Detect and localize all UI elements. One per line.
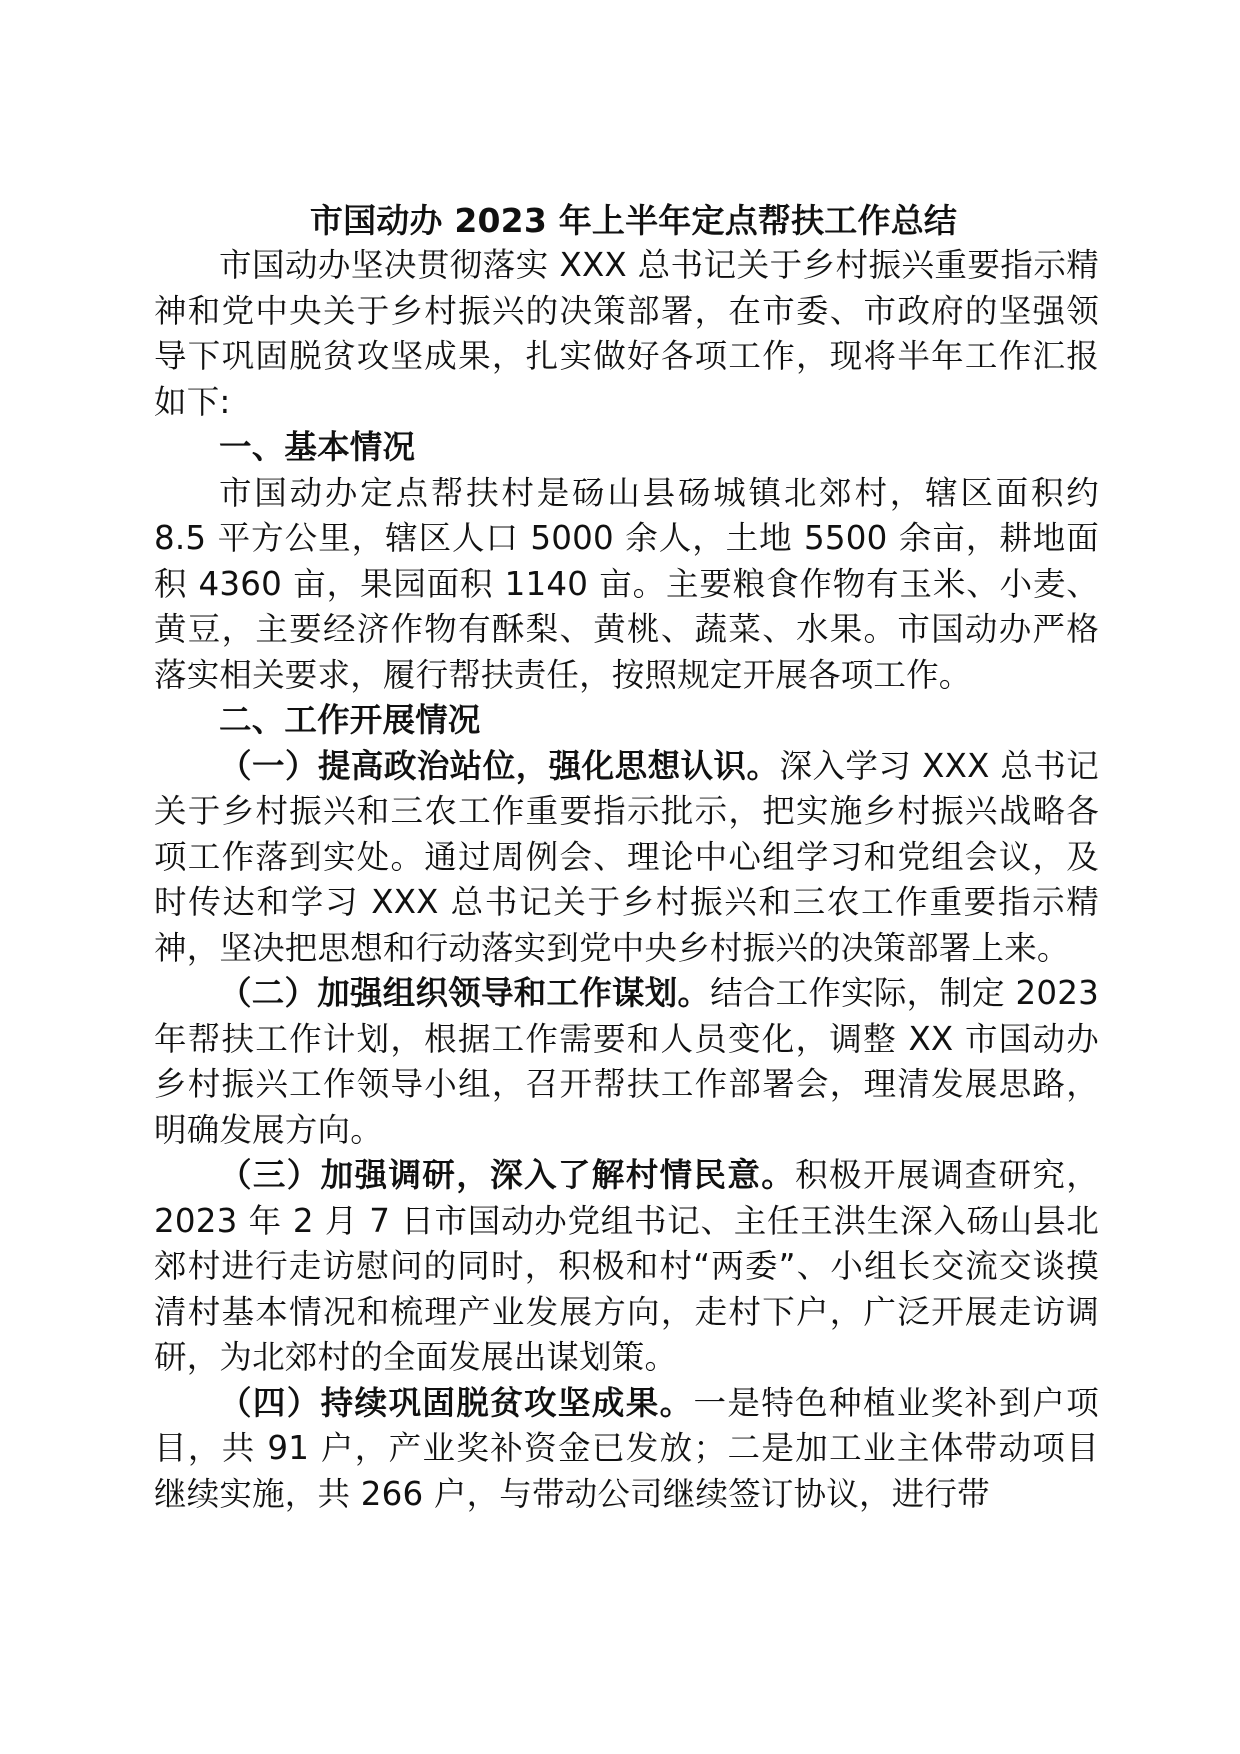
document-body — [154, 198, 1099, 1517]
work-item-body: 积极开展调查研究，2023 年 2 月 7 日市国动办党组书记、主任王洪生深入砀山县北郊村进行走访慰问的同时，积极和村“两委”、小组长交流交谈摸清村基本情况和梳理产业发展方向，走村下户，广泛开展走访调研，为北郊村的全面发展出谋划策。 — [154, 1156, 1099, 1376]
work-item-paragraph — [154, 744, 1099, 972]
section-body-basic-situation: 市国动办定点帮扶村是砀山县砀城镇北郊村，辖区面积约 8.5 平方公里，辖区人口 5000 余人，土地 5500 余亩，耕地面积 4360 亩，果园面积 1140 亩。主要粮食作物有玉米、小麦、黄豆，主要经济作物有酥梨、黄桃、蔬菜、水果。市国动办严格落实相关要求，履行帮扶责任，按照规定开展各项工作。 — [154, 473, 1099, 694]
section-heading-basic-situation: 一、基本情况 — [219, 428, 416, 466]
document-title: 市国动办 2023 年上半年定点帮扶工作总结 — [309, 201, 958, 240]
work-item-lead: （二）加强组织领导和工作谋划。 — [219, 974, 711, 1012]
work-item-lead: （四）持续巩固脱贫攻坚成果。 — [219, 1383, 694, 1422]
work-item-paragraph — [154, 1153, 1099, 1381]
work-item-lead: （三）加强调研，深入了解村情民意。 — [219, 1156, 796, 1194]
work-item-paragraph — [154, 971, 1099, 1153]
work-item-body: 深入学习 XXX 总书记关于乡村振兴和三农工作重要指示批示，把实施乡村振兴战略各项工作落到实处。通过周例会、理论中心组学习和党组会议，及时传达和学习 XXX 总书记关于乡村振兴和三农工作重要指示精神，坚决把思想和行动落实到党中央乡村振兴的决策部署上来。 — [154, 746, 1099, 967]
intro-paragraph: 市国动办坚决贯彻落实 XXX 总书记关于乡村振兴重要指示精神和党中央关于乡村振兴的决策部署，在市委、市政府的坚强领导下巩固脱贫攻坚成果，扎实做好各项工作，现将半年工作汇报如下: — [154, 246, 1099, 421]
work-item-body: 一是特色种植业奖补到户项目，共 91 户，产业奖补资金已发放；二是加工业主体带动项目继续实施，共 266 户，与带动公司继续签订协议，进行带 — [154, 1383, 1099, 1513]
work-item-paragraph — [154, 1381, 1099, 1518]
section-heading-work-progress: 二、工作开展情况 — [219, 701, 481, 739]
work-item-lead: （一）提高政治站位，强化思想认识。 — [219, 746, 780, 785]
work-item-body: 结合工作实际，制定 2023 年帮扶工作计划，根据工作需要和人员变化，调整 XX 市国动办乡村振兴工作领导小组，召开帮扶工作部署会，理清发展思路，明确发展方向。 — [154, 974, 1099, 1149]
